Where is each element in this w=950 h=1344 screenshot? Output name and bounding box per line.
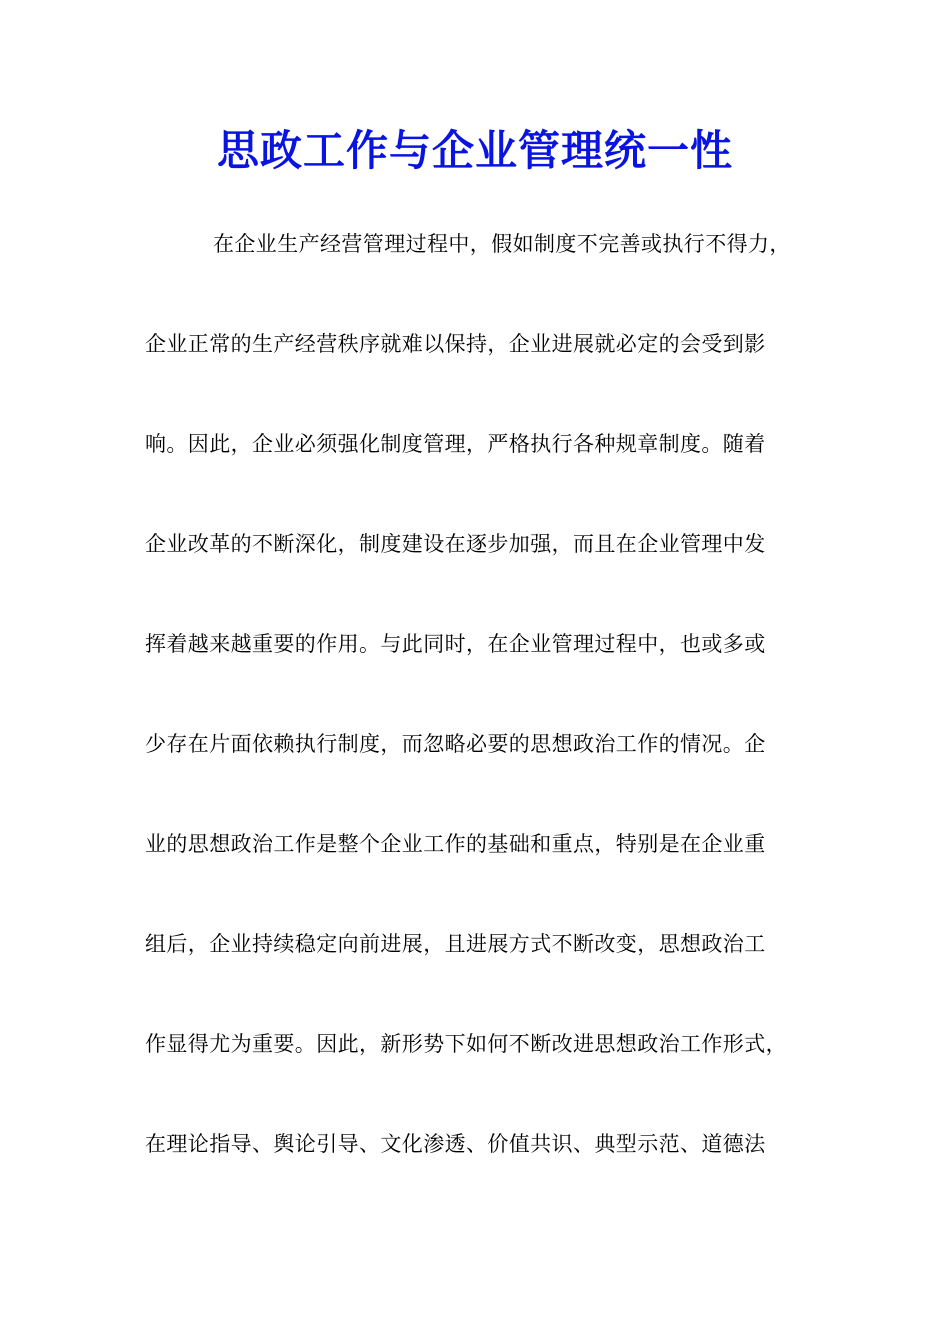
document-title: 思政工作与企业管理统一性 [216, 126, 733, 175]
paragraph-line: 企业改革的不断深化，制度建设在逐步加强，而且在企业管理中发 [145, 532, 766, 556]
paragraph-line: 挥着越来越重要的作用。与此同时，在企业管理过程中，也或多或 [145, 632, 766, 656]
document-body [145, 218, 825, 1218]
paragraph-line: 在企业生产经营管理过程中，假如制度不完善或执行不得力， [213, 232, 791, 256]
paragraph-line: 企业正常的生产经营秩序就难以保持，企业进展就必定的会受到影 [145, 332, 766, 356]
paragraph-line: 少存在片面依赖执行制度，而忽略必要的思想政治工作的情况。企 [145, 732, 766, 756]
paragraph-line: 组后，企业持续稳定向前进展，且进展方式不断改变，思想政治工 [145, 932, 766, 956]
paragraph-line: 响。因此，企业必须强化制度管理，严格执行各种规章制度。随着 [145, 432, 766, 456]
paragraph-line: 业的思想政治工作是整个企业工作的基础和重点，特别是在企业重 [145, 832, 766, 856]
paragraph-line: 在理论指导、舆论引导、文化渗透、价值共识、典型示范、道德法 [145, 1132, 766, 1156]
paragraph-line: 作显得尤为重要。因此，新形势下如何不断改进思想政治工作形式， [145, 1032, 787, 1056]
